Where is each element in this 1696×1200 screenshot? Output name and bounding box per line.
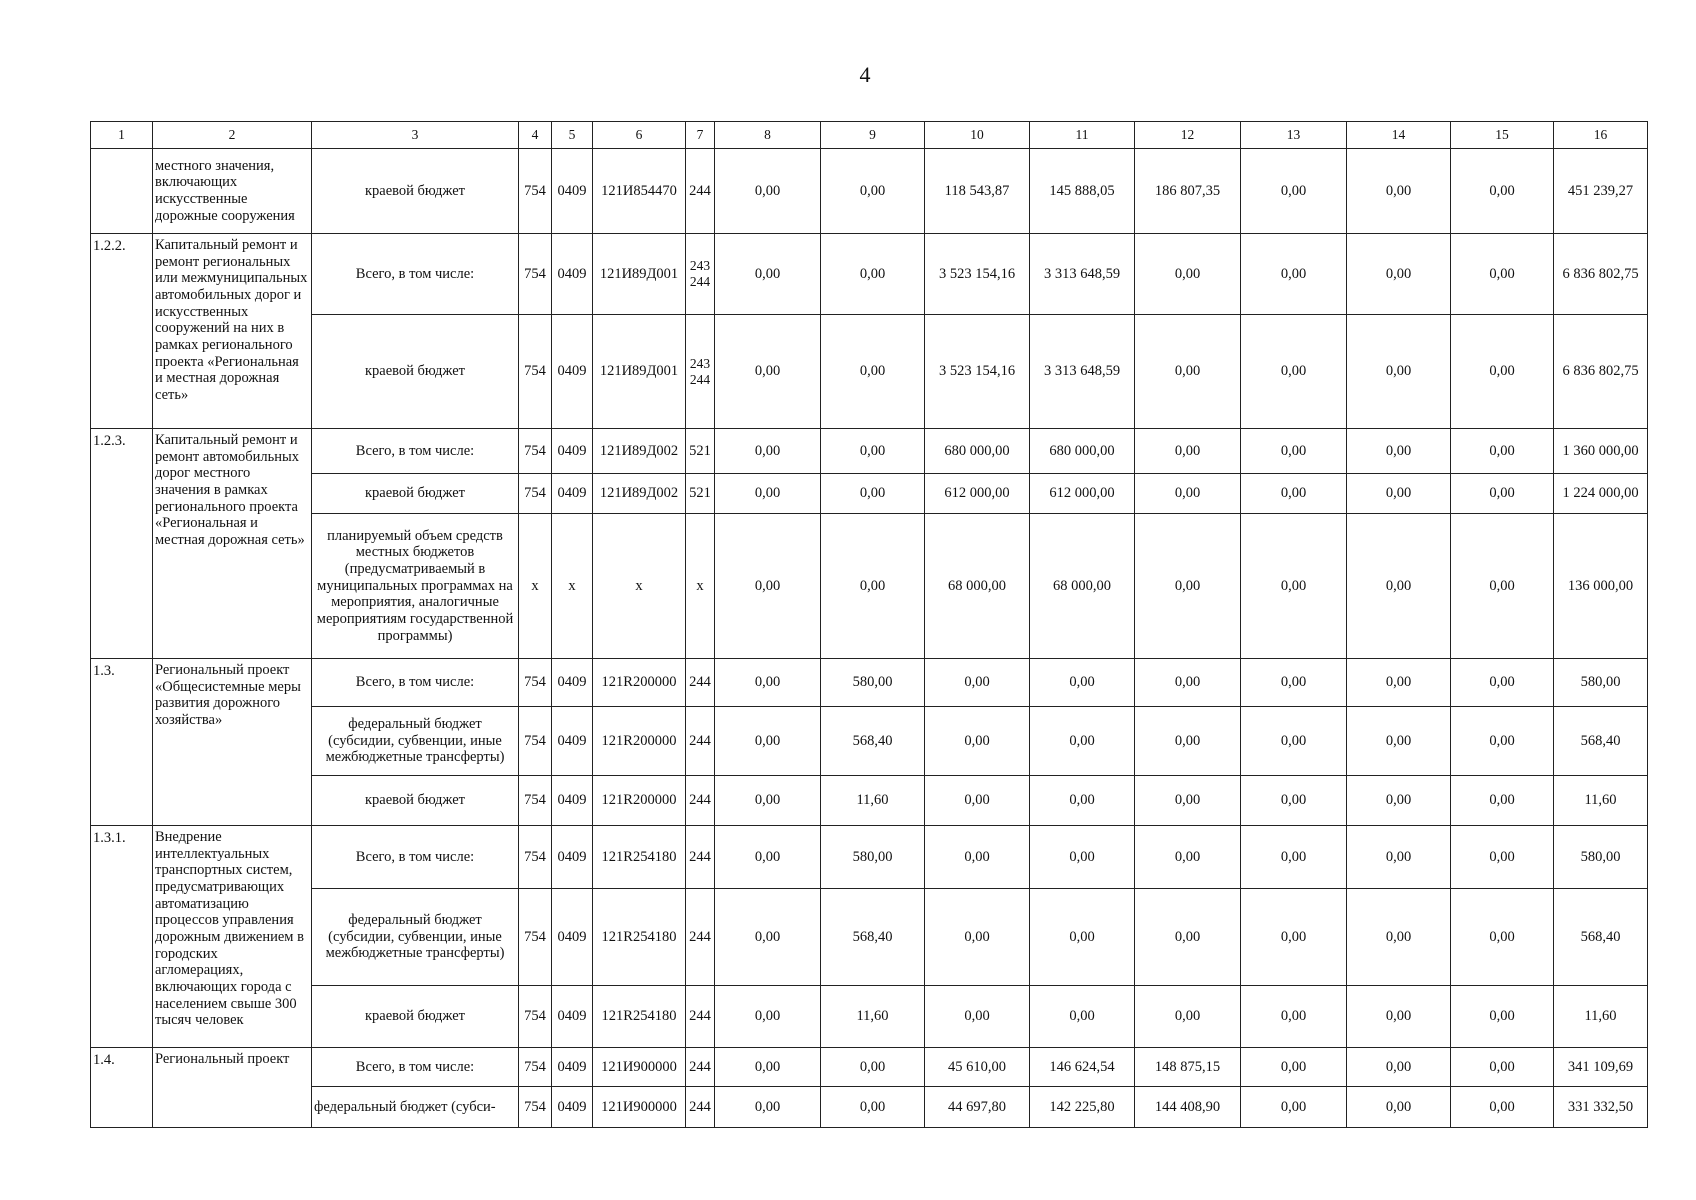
cell: 121R200000 xyxy=(593,707,686,776)
page-number: 4 xyxy=(859,62,871,87)
cell: 0,00 xyxy=(1347,514,1451,659)
cell: 0,00 xyxy=(1241,776,1347,826)
cell: 0,00 xyxy=(1347,776,1451,826)
cell: 0,00 xyxy=(1451,429,1554,474)
cell: 0,00 xyxy=(925,889,1030,986)
item-name: Внедрение интеллектуальных транспортных систем, предусматривающих автоматизацию процессов управления дорожным движением в городских агломерациях, включающих города с населением свыше 300 тысяч человек xyxy=(153,826,312,1048)
col-header: 7 xyxy=(686,122,715,149)
cell: 0,00 xyxy=(1241,514,1347,659)
cell: 121И89Д002 xyxy=(593,474,686,514)
cell: 0409 xyxy=(552,429,593,474)
cell: 451 239,27 xyxy=(1554,149,1648,234)
cell: 0409 xyxy=(552,149,593,234)
cell: 0,00 xyxy=(1451,1087,1554,1128)
cell: 244 xyxy=(686,986,715,1048)
cell: 0,00 xyxy=(1451,1048,1554,1087)
cell: 0,00 xyxy=(715,826,821,889)
cell: 0,00 xyxy=(1347,889,1451,986)
cell: 754 xyxy=(519,149,552,234)
cell: 145 888,05 xyxy=(1030,149,1135,234)
col-header: 9 xyxy=(821,122,925,149)
cell: 0409 xyxy=(552,659,593,707)
item-name: Региональный проект xyxy=(153,1048,312,1128)
cell: х xyxy=(593,514,686,659)
cell: 121И854470 xyxy=(593,149,686,234)
cell: 0,00 xyxy=(1030,986,1135,1048)
cell: 0,00 xyxy=(1030,659,1135,707)
cell: 754 xyxy=(519,659,552,707)
cell: 580,00 xyxy=(1554,826,1648,889)
cell: 0,00 xyxy=(1451,986,1554,1048)
funding-source: Всего, в том числе: xyxy=(312,234,519,315)
cell: 0,00 xyxy=(1030,826,1135,889)
cell: 341 109,69 xyxy=(1554,1048,1648,1087)
cell: 244 xyxy=(686,659,715,707)
funding-source: краевой бюджет xyxy=(312,315,519,429)
funding-source: планируемый объем средств местных бюджетов (предусматриваемый в муниципальных программах на мероприятия, аналогичные мероприятиям государственной программы) xyxy=(312,514,519,659)
cell: 568,40 xyxy=(1554,889,1648,986)
cell: 121И900000 xyxy=(593,1048,686,1087)
cell: 68 000,00 xyxy=(925,514,1030,659)
cell: 6 836 802,75 xyxy=(1554,234,1648,315)
cell: 0,00 xyxy=(1347,1048,1451,1087)
cell: 612 000,00 xyxy=(1030,474,1135,514)
cell: 0,00 xyxy=(1451,474,1554,514)
item-number: 1.2.2. xyxy=(91,234,153,429)
cell: 0,00 xyxy=(925,776,1030,826)
col-header: 14 xyxy=(1347,122,1451,149)
cell: 0,00 xyxy=(1451,315,1554,429)
cell: 0,00 xyxy=(715,776,821,826)
cell: 0,00 xyxy=(1347,659,1451,707)
cell: 11,60 xyxy=(821,776,925,826)
funding-source: Всего, в том числе: xyxy=(312,826,519,889)
table-row xyxy=(91,1048,1648,1087)
cell: 3 523 154,16 xyxy=(925,234,1030,315)
col-header: 16 xyxy=(1554,122,1648,149)
funding-source: краевой бюджет xyxy=(312,474,519,514)
table-row xyxy=(91,429,1648,474)
cell: 0,00 xyxy=(1451,514,1554,659)
cell: 754 xyxy=(519,429,552,474)
cell: 0,00 xyxy=(1135,659,1241,707)
cell: 0,00 xyxy=(1135,826,1241,889)
col-header: 10 xyxy=(925,122,1030,149)
cell: х xyxy=(552,514,593,659)
cell: 121И900000 xyxy=(593,1087,686,1128)
cell: 0,00 xyxy=(1135,474,1241,514)
cell: 0,00 xyxy=(715,986,821,1048)
cell: 0,00 xyxy=(1241,826,1347,889)
funding-source: Всего, в том числе: xyxy=(312,429,519,474)
cell: 0409 xyxy=(552,1087,593,1128)
cell: 0,00 xyxy=(1135,234,1241,315)
table-row xyxy=(91,474,1648,514)
cell: 0,00 xyxy=(715,514,821,659)
col-header: 6 xyxy=(593,122,686,149)
cell: 568,40 xyxy=(1554,707,1648,776)
cell: 44 697,80 xyxy=(925,1087,1030,1128)
table-row xyxy=(91,234,1648,315)
cell: 244 xyxy=(686,889,715,986)
funding-source: краевой бюджет xyxy=(312,986,519,1048)
cell: 580,00 xyxy=(821,659,925,707)
cell: 754 xyxy=(519,474,552,514)
cell: 0,00 xyxy=(1347,315,1451,429)
col-header: 8 xyxy=(715,122,821,149)
cell: 0,00 xyxy=(925,986,1030,1048)
cell: 0,00 xyxy=(1135,986,1241,1048)
col-header: 4 xyxy=(519,122,552,149)
col-header: 12 xyxy=(1135,122,1241,149)
cell: 568,40 xyxy=(821,889,925,986)
item-number: 1.4. xyxy=(91,1048,153,1128)
cell: 0,00 xyxy=(821,474,925,514)
funding-source: краевой бюджет xyxy=(312,776,519,826)
item-number: 1.3. xyxy=(91,659,153,826)
cell: 0409 xyxy=(552,826,593,889)
cell: 148 875,15 xyxy=(1135,1048,1241,1087)
item-name: Капитальный ремонт и ремонт региональных или межмуниципальных автомобильных дорог и искусственных сооружений на них в рамках регионального проекта «Региональная и местная дорожная сеть» xyxy=(153,234,312,429)
col-header: 3 xyxy=(312,122,519,149)
cell: 0,00 xyxy=(821,315,925,429)
cell: 0,00 xyxy=(715,707,821,776)
cell: 0,00 xyxy=(715,315,821,429)
cell: 0,00 xyxy=(1241,149,1347,234)
cell: 0,00 xyxy=(715,1048,821,1087)
cell: 0,00 xyxy=(1451,776,1554,826)
cell: 0,00 xyxy=(925,707,1030,776)
cell: 0,00 xyxy=(1347,826,1451,889)
cell: 680 000,00 xyxy=(1030,429,1135,474)
cell: 1 224 000,00 xyxy=(1554,474,1648,514)
cell: 0,00 xyxy=(715,1087,821,1128)
cell: 580,00 xyxy=(821,826,925,889)
cell: 0,00 xyxy=(821,149,925,234)
cell: 0,00 xyxy=(715,474,821,514)
cell: 0,00 xyxy=(1451,234,1554,315)
cell: 0,00 xyxy=(1241,659,1347,707)
cell: 754 xyxy=(519,826,552,889)
cell: 1 360 000,00 xyxy=(1554,429,1648,474)
cell: 243 244 xyxy=(686,234,715,315)
cell: 0,00 xyxy=(1030,889,1135,986)
cell: 0,00 xyxy=(1347,429,1451,474)
cell: 146 624,54 xyxy=(1030,1048,1135,1087)
cell: 0409 xyxy=(552,474,593,514)
cell: 568,40 xyxy=(821,707,925,776)
cell: 0,00 xyxy=(1135,707,1241,776)
cell: 0,00 xyxy=(1241,234,1347,315)
cell: 0,00 xyxy=(1347,1087,1451,1128)
cell: 521 xyxy=(686,429,715,474)
cell: 0,00 xyxy=(925,659,1030,707)
cell: 754 xyxy=(519,1048,552,1087)
table-row xyxy=(91,889,1648,986)
funding-source: федеральный бюджет (субси- xyxy=(312,1087,519,1128)
cell: 0,00 xyxy=(1135,514,1241,659)
cell: 754 xyxy=(519,315,552,429)
item-number: 1.2.3. xyxy=(91,429,153,659)
cell: 244 xyxy=(686,1087,715,1128)
funding-source: федеральный бюджет (субсидии, субвенции, иные межбюджетные трансферты) xyxy=(312,889,519,986)
cell: 0,00 xyxy=(821,1087,925,1128)
cell: 3 523 154,16 xyxy=(925,315,1030,429)
cell: 754 xyxy=(519,986,552,1048)
cell: х xyxy=(519,514,552,659)
cell: 121R254180 xyxy=(593,826,686,889)
cell: 0,00 xyxy=(1241,315,1347,429)
cell: 11,60 xyxy=(1554,986,1648,1048)
cell: 0,00 xyxy=(1347,707,1451,776)
cell: 3 313 648,59 xyxy=(1030,234,1135,315)
table-row xyxy=(91,1087,1648,1128)
cell: 0409 xyxy=(552,1048,593,1087)
col-header: 15 xyxy=(1451,122,1554,149)
cell: 0,00 xyxy=(821,429,925,474)
cell: 0,00 xyxy=(821,514,925,659)
cell: 0,00 xyxy=(1135,315,1241,429)
cell: 754 xyxy=(519,776,552,826)
cell: 0,00 xyxy=(715,149,821,234)
cell: 0,00 xyxy=(715,429,821,474)
cell: 0409 xyxy=(552,986,593,1048)
table-row xyxy=(91,659,1648,707)
cell: 0,00 xyxy=(1135,776,1241,826)
col-header: 13 xyxy=(1241,122,1347,149)
cell: 580,00 xyxy=(1554,659,1648,707)
item-number: 1.3.1. xyxy=(91,826,153,1048)
header-row xyxy=(91,122,1648,149)
cell: 0,00 xyxy=(1241,1087,1347,1128)
table-row xyxy=(91,826,1648,889)
col-header: 2 xyxy=(153,122,312,149)
cell: 244 xyxy=(686,149,715,234)
cell: 0409 xyxy=(552,707,593,776)
cell: 0,00 xyxy=(1451,707,1554,776)
cell: 0,00 xyxy=(1135,429,1241,474)
cell: 11,60 xyxy=(821,986,925,1048)
cell: 0,00 xyxy=(1347,986,1451,1048)
cell: 121И89Д001 xyxy=(593,315,686,429)
table-row xyxy=(91,986,1648,1048)
cell: 0,00 xyxy=(1347,234,1451,315)
cell: 144 408,90 xyxy=(1135,1087,1241,1128)
cell: 121R254180 xyxy=(593,986,686,1048)
cell: 121R200000 xyxy=(593,776,686,826)
col-header: 1 xyxy=(91,122,153,149)
cell: 243 244 xyxy=(686,315,715,429)
cell: 0,00 xyxy=(1030,776,1135,826)
cell: 0,00 xyxy=(1451,149,1554,234)
item-name: Капитальный ремонт и ремонт автомобильных дорог местного значения в рамках регионального проекта «Региональная и местная дорожная сеть» xyxy=(153,429,312,659)
cell: 142 225,80 xyxy=(1030,1087,1135,1128)
item-name: Региональный проект «Общесистемные меры развития дорожного хозяйства» xyxy=(153,659,312,826)
budget-table xyxy=(90,121,1648,1128)
cell: 754 xyxy=(519,1087,552,1128)
funding-source: Всего, в том числе: xyxy=(312,659,519,707)
cell: х xyxy=(686,514,715,659)
cell: 244 xyxy=(686,776,715,826)
cell: 0409 xyxy=(552,889,593,986)
cell: 0,00 xyxy=(715,889,821,986)
cell: 244 xyxy=(686,1048,715,1087)
cell: 0,00 xyxy=(1135,889,1241,986)
cell: 121И89Д001 xyxy=(593,234,686,315)
table-row xyxy=(91,149,1648,234)
cell: 0,00 xyxy=(1241,889,1347,986)
cell: 612 000,00 xyxy=(925,474,1030,514)
cell: 0,00 xyxy=(925,826,1030,889)
cell: 0409 xyxy=(552,234,593,315)
cell: 121R200000 xyxy=(593,659,686,707)
cell: 0,00 xyxy=(821,1048,925,1087)
cell: 0,00 xyxy=(821,234,925,315)
cell: 0409 xyxy=(552,776,593,826)
item-number xyxy=(91,149,153,234)
cell: 121И89Д002 xyxy=(593,429,686,474)
cell: 754 xyxy=(519,234,552,315)
table-row xyxy=(91,514,1648,659)
funding-source: краевой бюджет xyxy=(312,149,519,234)
cell: 0,00 xyxy=(1241,986,1347,1048)
table-row xyxy=(91,315,1648,429)
cell: 0,00 xyxy=(1241,707,1347,776)
cell: 45 610,00 xyxy=(925,1048,1030,1087)
cell: 0,00 xyxy=(1030,707,1135,776)
funding-source: федеральный бюджет (субсидии, субвенции, иные межбюджетные трансферты) xyxy=(312,707,519,776)
cell: 754 xyxy=(519,889,552,986)
cell: 521 xyxy=(686,474,715,514)
cell: 121R254180 xyxy=(593,889,686,986)
cell: 186 807,35 xyxy=(1135,149,1241,234)
cell: 11,60 xyxy=(1554,776,1648,826)
table-row xyxy=(91,707,1648,776)
cell: 0,00 xyxy=(1241,474,1347,514)
cell: 0,00 xyxy=(1451,889,1554,986)
cell: 244 xyxy=(686,826,715,889)
cell: 0,00 xyxy=(1347,149,1451,234)
cell: 0,00 xyxy=(1451,659,1554,707)
cell: 0,00 xyxy=(1241,429,1347,474)
cell: 0,00 xyxy=(715,234,821,315)
col-header: 11 xyxy=(1030,122,1135,149)
cell: 0,00 xyxy=(1241,1048,1347,1087)
cell: 0,00 xyxy=(715,659,821,707)
cell: 68 000,00 xyxy=(1030,514,1135,659)
cell: 0409 xyxy=(552,315,593,429)
item-name: местного значения, включающих искусственные дорожные сооружения xyxy=(153,149,312,234)
table-row xyxy=(91,776,1648,826)
funding-source: Всего, в том числе: xyxy=(312,1048,519,1087)
cell: 118 543,87 xyxy=(925,149,1030,234)
cell: 331 332,50 xyxy=(1554,1087,1648,1128)
cell: 6 836 802,75 xyxy=(1554,315,1648,429)
cell: 0,00 xyxy=(1451,826,1554,889)
cell: 754 xyxy=(519,707,552,776)
cell: 244 xyxy=(686,707,715,776)
cell: 3 313 648,59 xyxy=(1030,315,1135,429)
cell: 680 000,00 xyxy=(925,429,1030,474)
cell: 0,00 xyxy=(1347,474,1451,514)
cell: 136 000,00 xyxy=(1554,514,1648,659)
col-header: 5 xyxy=(552,122,593,149)
